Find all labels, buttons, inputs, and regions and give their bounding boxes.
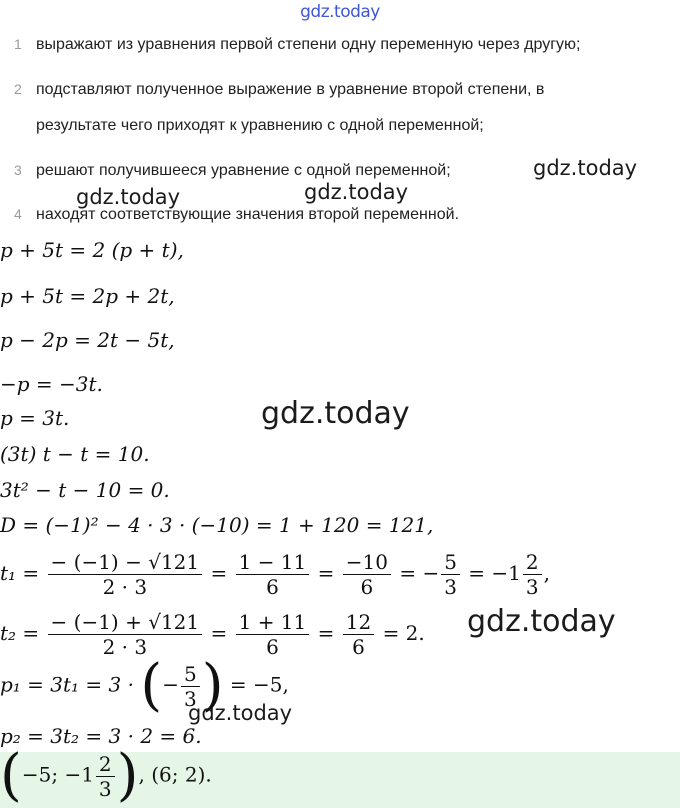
step-text: находят соответствующие значения второй переменной. xyxy=(36,206,460,223)
p1-expression: p₁ = 3t₁ = 3 · xyxy=(0,672,134,697)
denominator: 2 · 3 xyxy=(102,635,148,659)
watermark: gdz.today xyxy=(188,701,293,725)
equation-text: (3t) t − t = 10. xyxy=(0,442,150,466)
header-watermark: gdz.today xyxy=(300,2,380,22)
right-paren: ) xyxy=(201,653,224,718)
step-text: решают получившееся уравнение с одной переменной; xyxy=(36,162,451,179)
numerator: 2 xyxy=(523,550,542,575)
answer-part: −5; −1 xyxy=(21,762,94,787)
watermark: gdz.today xyxy=(304,180,409,204)
numerator: 5 xyxy=(441,550,460,575)
t2-label: t₂ = xyxy=(0,621,40,645)
p1-result: = −5, xyxy=(229,672,289,697)
fraction xyxy=(181,662,200,711)
t2-result: = 2. xyxy=(382,621,425,645)
equation-line xyxy=(0,442,150,466)
discriminant-line xyxy=(0,513,433,537)
numerator: − (−1) − √121 xyxy=(48,550,203,575)
step-number: 1 xyxy=(14,36,22,52)
watermark: gdz.today xyxy=(261,396,410,431)
step-number: 4 xyxy=(14,206,22,222)
equation-text: −p = −3t. xyxy=(0,372,103,396)
left-paren: ( xyxy=(140,653,163,718)
equation-text: p + 5t = 2 (p + t), xyxy=(0,238,184,262)
denominator: 6 xyxy=(266,575,279,599)
denominator: 6 xyxy=(352,635,365,659)
watermark: gdz.today xyxy=(467,604,616,639)
watermark: gdz.today xyxy=(76,185,181,209)
fraction xyxy=(441,550,460,599)
mixed-whole: −1 xyxy=(491,561,521,585)
answer-band xyxy=(0,743,680,808)
equation-text: p − 2p = 2t − 5t, xyxy=(0,328,175,352)
denominator: 6 xyxy=(360,575,374,599)
fraction xyxy=(343,610,374,659)
fraction xyxy=(96,752,115,801)
right-paren: ) xyxy=(116,743,139,808)
denominator: 3 xyxy=(183,686,197,711)
p2-line xyxy=(0,724,202,748)
equation-line xyxy=(0,284,175,308)
equation-text: 3t² − t − 10 = 0. xyxy=(0,478,170,502)
fraction xyxy=(236,610,310,659)
answer-part: , (6; 2). xyxy=(138,762,212,787)
denominator: 3 xyxy=(525,575,539,599)
fraction xyxy=(48,550,203,599)
fraction xyxy=(343,550,391,599)
equation-text: p = 3t. xyxy=(0,406,70,430)
step-number: 2 xyxy=(14,81,22,97)
numerator: 2 xyxy=(96,752,115,777)
step-2-continuation: результате чего приходят к уравнению с одной переменной; xyxy=(36,117,484,134)
step-text: выражают из уравнения первой степени одну переменную через другую; xyxy=(36,36,581,53)
denominator: 2 · 3 xyxy=(102,575,148,599)
fraction xyxy=(48,610,203,659)
left-paren: ( xyxy=(0,743,22,808)
equation-line xyxy=(0,238,184,262)
denominator: 3 xyxy=(98,776,112,801)
fraction xyxy=(236,550,310,599)
watermark: gdz.today xyxy=(533,156,638,180)
p1-line: p₁ = 3t₁ = 3 · (− $\frac{5}{3}$ ) = −5, xyxy=(0,653,289,718)
fraction xyxy=(523,550,542,599)
step-3 xyxy=(14,162,451,180)
equation-text: D = (−1)² − 4 · 3 · (−10) = 1 + 120 = 121, xyxy=(0,513,434,537)
step-text: подставляют полученное выражение в уравнение второй степени, в xyxy=(36,81,545,98)
equation-text: p₂ = 3t₂ = 3 · 2 = 6. xyxy=(0,724,202,748)
t1-label: t₁ = xyxy=(0,561,40,585)
equation-line xyxy=(0,478,170,502)
numerator: 1 + 11 xyxy=(236,610,310,635)
numerator: − (−1) + √121 xyxy=(48,610,203,635)
numerator: 1 − 11 xyxy=(236,550,310,575)
numerator: −10 xyxy=(343,550,391,575)
step-number: 3 xyxy=(14,162,22,178)
equation-line xyxy=(0,406,69,430)
answer-line xyxy=(0,743,212,808)
t2-line: t₂ = $\frac{- (-1) + √121}{2 \cdot 3}$ = $\frac{1 + 11}{6}$ = $\frac{12}{6}$ = 2. xyxy=(0,610,425,659)
equation-line xyxy=(0,328,175,352)
step-1 xyxy=(14,36,581,54)
t1-line: t₁ = $\frac{- (-1) - √121}{2 \cdot 3}$ = $\frac{1 - 11}{6}$ = $\frac{-10}{6}$ = − $\frac{5}{3}$ = −1 $\frac{2}{3}$ , xyxy=(0,550,550,599)
equation-text: p + 5t = 2p + 2t, xyxy=(0,284,175,308)
numerator: 12 xyxy=(343,610,374,635)
denominator: 6 xyxy=(266,635,279,659)
equation-line xyxy=(0,372,103,396)
step-2 xyxy=(14,81,544,99)
denominator: 3 xyxy=(444,575,457,599)
numerator: 5 xyxy=(181,662,200,687)
